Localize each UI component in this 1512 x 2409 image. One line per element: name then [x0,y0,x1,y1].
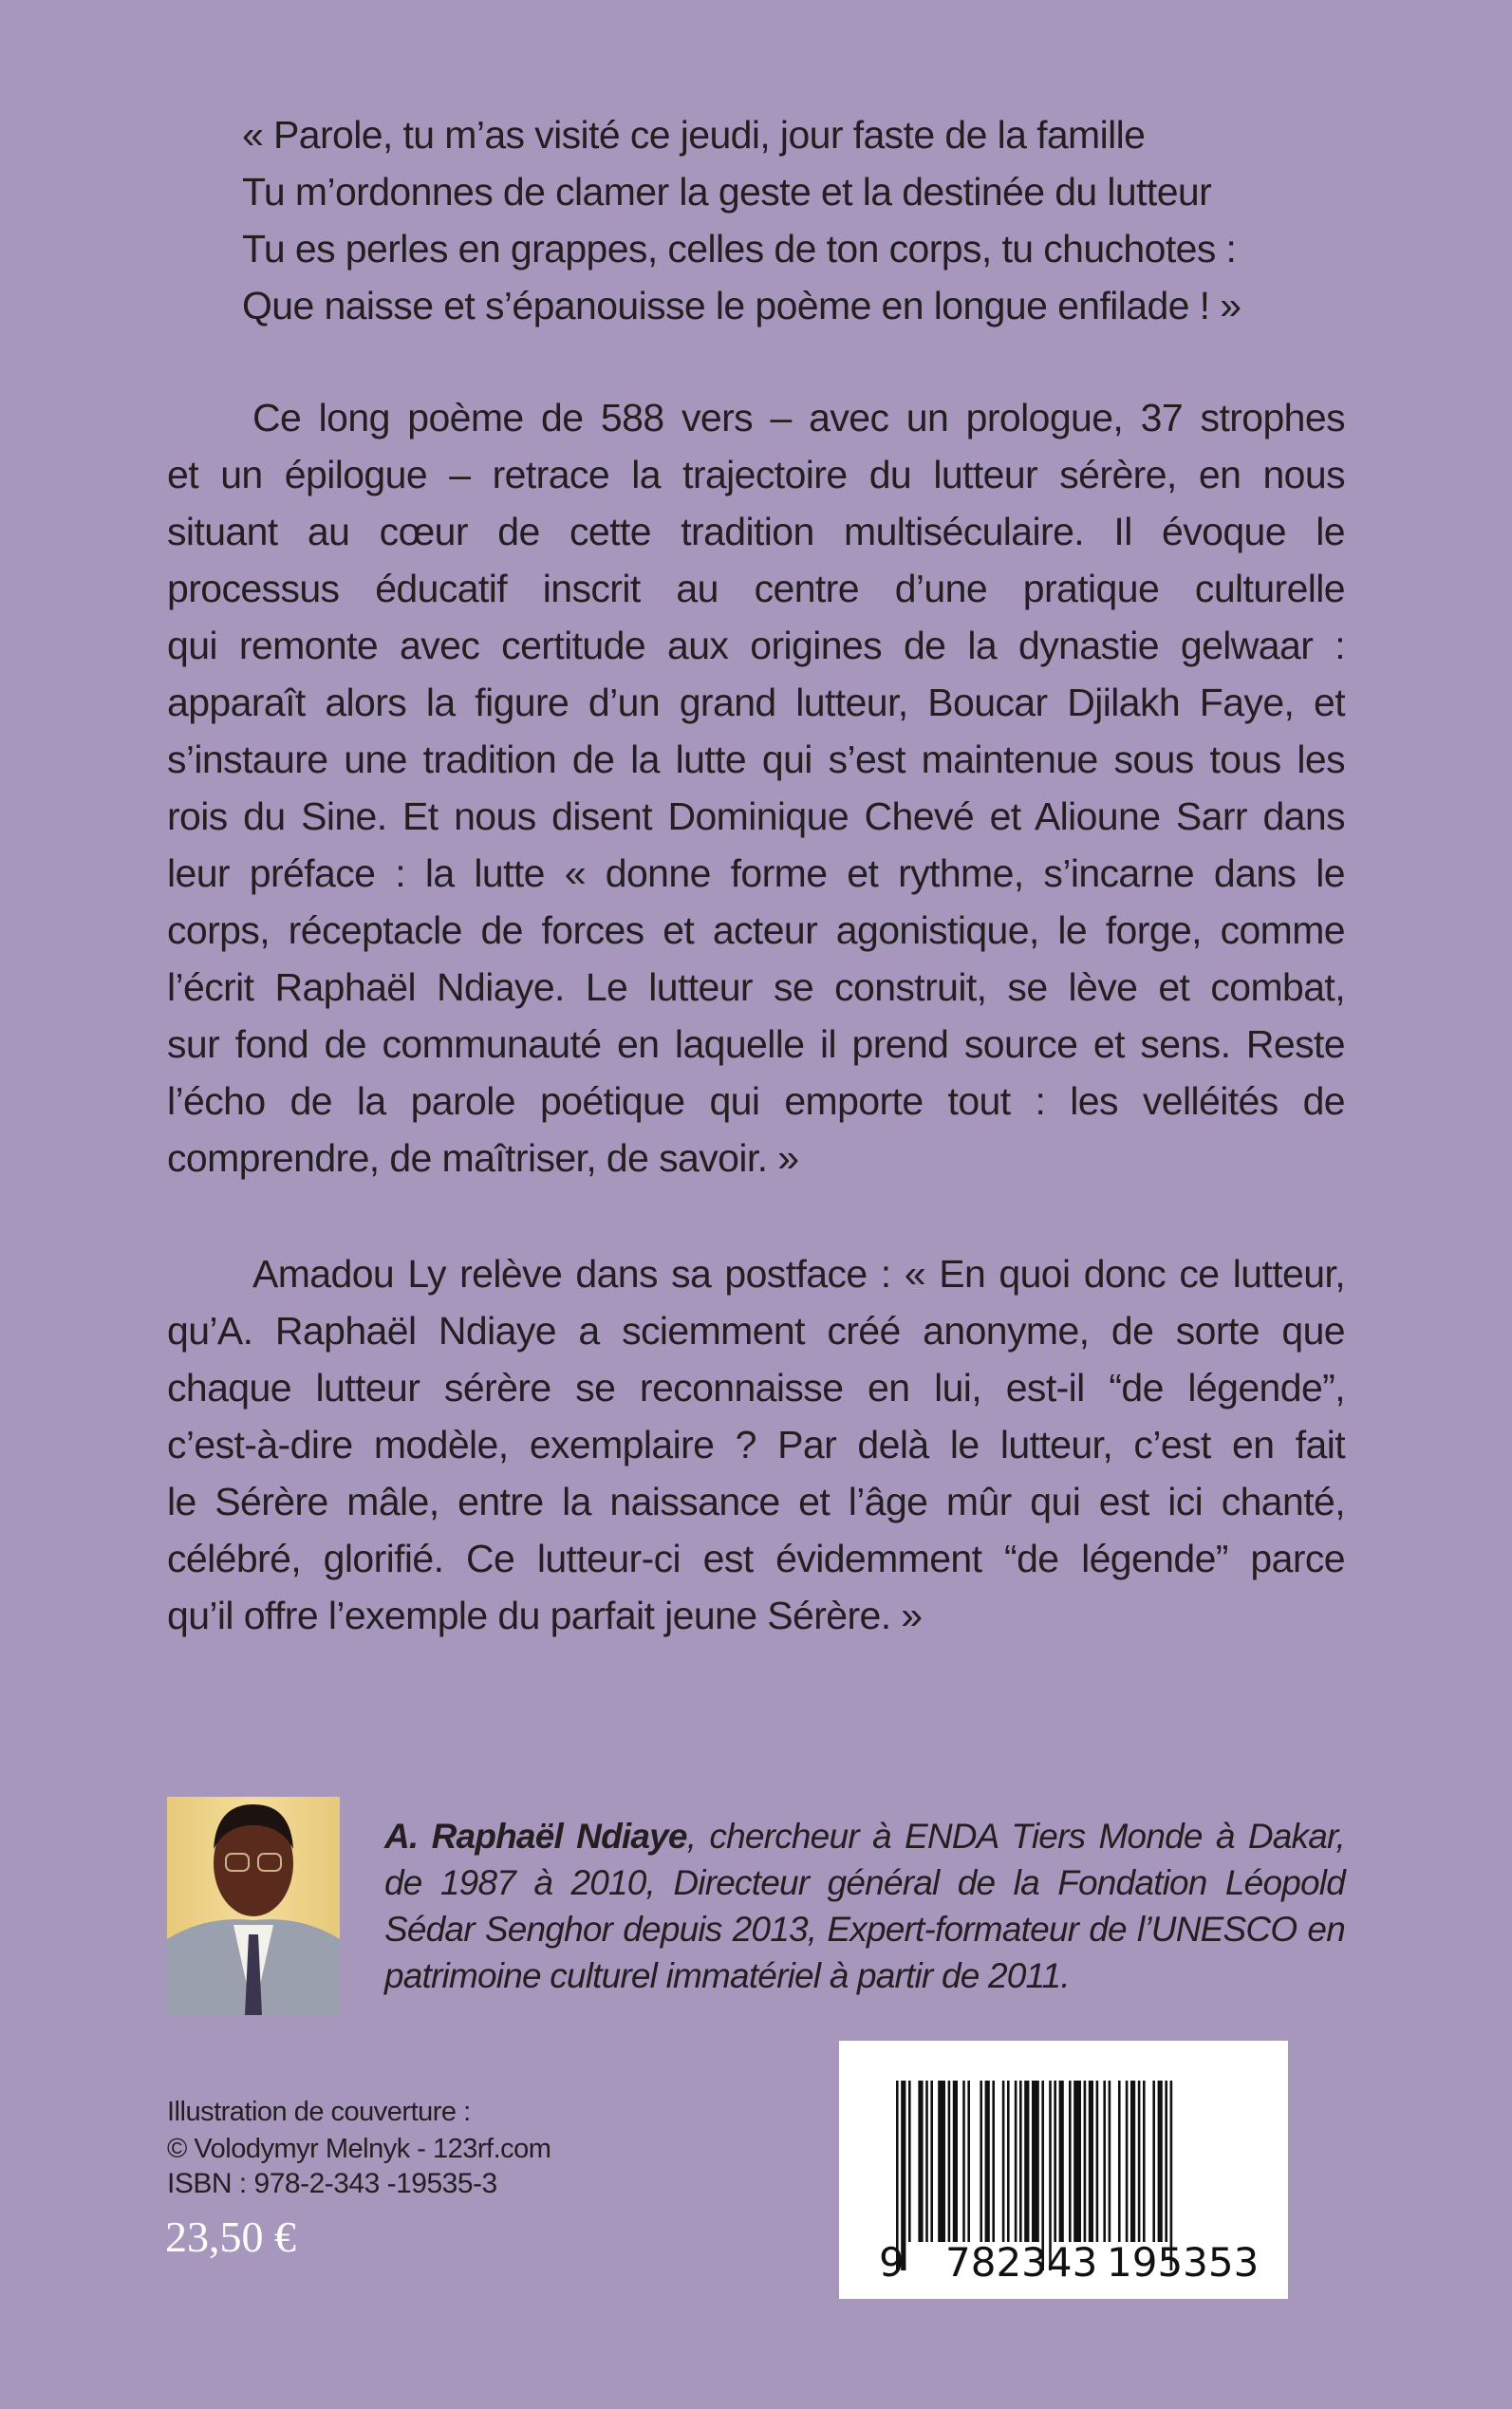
price: 23,50 € [165,2213,296,2261]
barcode-bar [985,2081,990,2242]
text-line: Amadou Ly relève dans sa postface : « En quoi donc ce lutteur, [252,1252,1345,1296]
barcode [839,2041,1288,2299]
cover-illustration-credits [167,2094,551,2168]
text-line: c’est-à-dire modèle, exemplaire ? Par delà le lutteur, c’est en fait [167,1423,1345,1466]
barcode-bar [1073,2081,1081,2242]
text-line: l’écrit Raphaël Ndiaye. Le lutteur se construit, se lève et combat, [167,965,1345,1009]
barcode-bar [1084,2081,1087,2242]
barcode-bar [918,2081,923,2242]
summary-paragraph-1 [167,389,1345,1186]
text-line: apparaît alors la figure d’un grand lutteur, Boucar Djilakh Faye, et [167,681,1345,724]
poem-line: Que naisse et s’épanouisse le poème en longue enfilade ! » [242,284,1241,327]
text-line: sur fond de communauté en laquelle il prend source et sens. Reste [167,1022,1345,1066]
text-line: corps, réceptacle de forces et acteur agonistique, le forge, comme [167,908,1345,952]
barcode-bar [953,2081,958,2242]
text-line: s’instaure une tradition de la lutte qui s’est maintenue sous tous les [167,738,1345,781]
text-line: célébré, glorifié. Ce lutteur-ci est évidemment “de légende” parce [167,1537,1345,1580]
barcode-bar [1059,2081,1064,2242]
barcode-digits: 9 [879,2239,905,2286]
barcode-bar [938,2081,945,2242]
text-line: chaque lutteur sérère se reconnaisse en lui, est-il “de légende”, [167,1366,1345,1410]
poem-line: Tu es perles en grappes, celles de ton corps, tu chuchotes : [242,227,1237,271]
text-line: rois du Sine. Et nous disent Dominique Chevé et Alioune Sarr dans [167,794,1345,838]
barcode-bar [1130,2081,1135,2242]
barcode-bar [1015,2081,1017,2242]
barcode-bar [1109,2081,1111,2242]
author-bio: A. Raphaël Ndiaye, chercheur à ENDA Tiers Monde à Dakar, de 1987 à 2010, Directeur général de la Fondation Léopold Sédar Senghor depuis 2013, Expert-formateur de l’UNESCO en patrimoine culturel immatériel à partir de 2011. [384,1817,1345,1995]
author-photo [167,1797,340,2015]
barcode-bar [1126,2081,1129,2242]
barcode-bar [1002,2081,1005,2242]
barcode-bar [1024,2081,1029,2242]
barcode-digits: 782343 [945,2239,1098,2286]
text-line: l’écho de la parole poétique qui emporte tout : les velléités de [167,1079,1345,1123]
barcode-bar [1032,2081,1039,2242]
barcode-bar [967,2081,970,2242]
epigraph-poem [242,106,1241,334]
barcode-bar [992,2081,995,2242]
barcode-bar [1103,2081,1106,2242]
barcode-bar [1089,2081,1093,2242]
credits-value: © Volodymyr Melnyk - 123rf.com [167,2134,551,2164]
barcode-bar [1069,2081,1072,2242]
poem-line: « Parole, tu m’as visité ce jeudi, jour faste de la famille [242,113,1146,157]
text-line: comprendre, de maîtriser, de savoir. » [167,1136,799,1180]
barcode-bar [1143,2081,1146,2242]
barcode-bar [980,2081,982,2242]
barcode-bar [1118,2081,1121,2242]
text-line: qu’il offre l’exemple du parfait jeune Sérère. » [167,1594,923,1637]
barcode-bar [948,2081,951,2242]
barcode-bar [908,2081,911,2242]
poem-line: Tu m’ordonnes de clamer la geste et la destinée du lutteur [242,170,1212,214]
author-name: A. Raphaël Ndiaye [384,1817,687,1856]
text-line: et un épilogue – retrace la trajectoire du lutteur sérère, en nous [167,453,1345,496]
text-line: le Sérère mâle, entre la naissance et l’âge mûr qui est ici chanté, [167,1480,1345,1523]
text-line: situant au cœur de cette tradition multiséculaire. Il évoque le [167,510,1345,553]
text-line: qu’A. Raphaël Ndiaye a sciemment créé anonyme, de sorte que [167,1309,1345,1353]
barcode-bar [1019,2081,1022,2242]
text-line: processus éducatif inscrit au centre d’une pratique culturelle [167,567,1345,610]
text-line: leur préface : la lutte « donne forme et rythme, s’incarne dans le [167,851,1345,895]
text-line: qui remonte avec certitude aux origines de la dynastie gelwaar : [167,624,1345,667]
text-line: Ce long poème de 588 vers – avec un prologue, 37 strophes [252,396,1345,439]
barcode-bar [1007,2081,1010,2242]
barcode-bar [1096,2081,1099,2242]
credits-label: Illustration de couverture : [167,2097,471,2127]
barcode-bar [1138,2081,1141,2242]
barcode-bar [930,2081,933,2242]
summary-paragraph-2 [167,1245,1345,1644]
isbn: ISBN : 978-2-343 -19535-3 [167,2168,497,2199]
barcode-bar [925,2081,928,2242]
barcode-bar [1054,2081,1056,2242]
barcode-bar [962,2081,965,2242]
barcode-bar [1165,2081,1167,2242]
barcode-bar [1158,2081,1163,2242]
barcode-digits: 195353 [1107,2239,1260,2286]
barcode-bar [1152,2081,1155,2242]
